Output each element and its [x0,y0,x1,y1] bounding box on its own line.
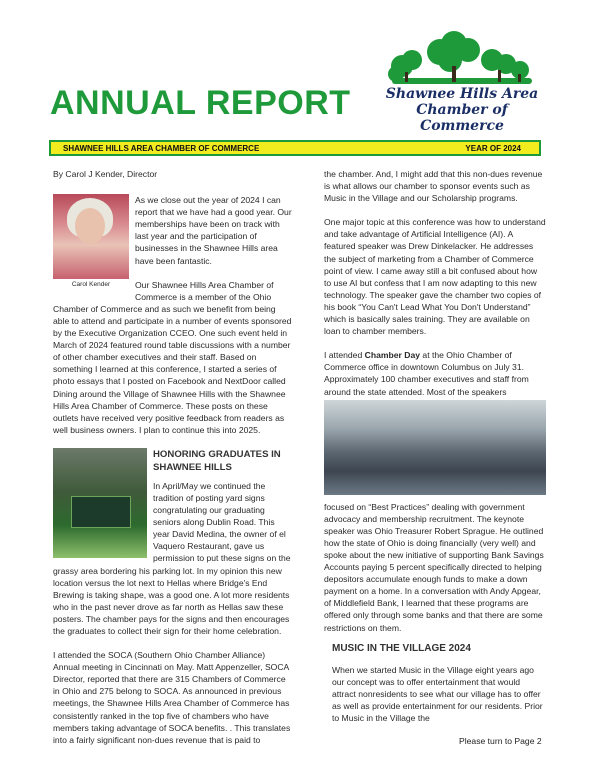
chamber-day-post: at the Ohio Chamber of Commerce office in downtown Columbus on July 31. Approximately 100 chamber executives and staff from around the state attended. Most of the speakers [324,350,529,397]
conference-room-photo [324,400,546,495]
left-column [53,168,293,746]
graduate-signs-photo [53,448,147,558]
section-banner [49,140,541,156]
byline: By Carol J Kender, Director [53,169,158,179]
logo-line-1: Shawnee Hills Area [385,86,539,102]
page-title: ANNUAL REPORT [50,84,351,122]
photo-caption: Carol Kender [71,281,111,289]
ai-paragraph: One major topic at this conference was how to understand and take advantage of Artificial Intelligence (AI). A featured speaker was Drew Dinkelacker. He addresses the subject of marketing from a Chamber of Commerce point of view. I came away still a bit confused about how to use AI but confess that I am now adapting to this new technology. The speaker gave the chamber two copies of his book “You Can't Lead What You Don't Understand” which is basically sales training. They are available on loan to chamber members. [324,217,546,337]
graduates-paragraph: In April/May we continued the tradition of posting yard signs congratulating our graduating seniors along Dublin Road. This year David Medina, the owner of el Vaquero Restaurant, gave us permission to put these signs on the grassy area bordering his parking lot. In my opinion this new location versus the lot next to Hellas where Bridge's End Brewing is taking shape, was a good one. A lot more residents who in the past never drove as far north as Hellas saw these posters. The chamber pays for the signs and then encourages the graduates to collect their sign for their home celebration. [53,480,291,636]
best-practices-paragraph: focused on “Best Practices” dealing with government advocacy and membership recruitment. The keynote speaker was Ohio Treasurer Robert Sprague. He outlined how the state of Ohio is doing financially (very well) and spoke about the new initiative of supporting Bank Savings Accounts paying 5 percent specifically directed to helping depositors accumulate enough funds to make a down payment on a home. In a conversation with Andy Apgear, of Middlefield Bank, I learned that these programs are offered only through some banks and that there are some restrictions on them. [324,501,544,633]
chamber-day-paragraph [324,349,546,397]
graduates-heading: HONORING GRADUATES IN SHAWNEE HILLS [153,448,281,473]
ohio-chamber-paragraph: Our Shawnee Hills Area Chamber of Commerce is a member of the Ohio Chamber of Commerce and as such we benefit from being able to attend and participate in a number of events sponsored by the Executive Organization CCEO. One such event held in March of 2024 featured round table discussions with a number of other chamber executives and their staff. Based on something I learned at this conference, I started a series of photo essays that I posted on Facebook and NextDoor called Dining around the Village of Shawnee Hills with the Shawnee Hills Area Chamber of Commerce. These posts on these outlets have received very positive feedback from readers as well business owners. I plan to continue this into 2025. [53,279,292,435]
logo-line-2: Chamber of Commerce [416,102,508,134]
banner-year: YEAR OF 2024 [465,143,521,153]
carol-kender-photo [53,194,129,279]
music-heading: MUSIC IN THE VILLAGE 2024 [332,642,471,654]
page-continuation: Please turn to Page 2 [459,736,542,746]
soca-paragraph: I attended the SOCA (Southern Ohio Chamber Alliance) Annual meeting in Cincinnati on May. Matt Appenzeller, SOCA Director, reported that there are 315 Chambers of Commerce in Ohio and 275 belong to SOCA. As announced in previous meetings, the Shawnee Hills Area Chamber of Commerce has consistently ranked in the top five of chambers who have members taking advantage of SOCA benefits. . This translates into a fairly significant non-dues revenue that is paid to [53,650,291,745]
non-dues-paragraph: the chamber. And, I might add that this non-dues revenue is what allows our chamber to sponsor events such as Music in the Village and our Scholarship programs. [324,169,543,204]
banner-org-name: SHAWNEE HILLS AREA CHAMBER OF COMMERCE [63,143,260,153]
music-paragraph: When we started Music in the Village eight years ago our concept was to offer entertainment that would attract nonresidents to see what our village has to offer as well as provide entertainment for our residents. Prior to Music in the Village the [332,664,543,723]
chamber-day-pre: I attended [324,350,365,361]
intro-paragraph: As we close out the year of 2024 I can report that we have had a good year. Our memberships have been on track with last year and the participation of businesses in the Shawnee Hills area have been fantastic. [135,195,292,266]
right-column [324,168,546,724]
logo-wordmark [376,86,548,134]
chamber-day-bold: Chamber Day [364,350,421,361]
